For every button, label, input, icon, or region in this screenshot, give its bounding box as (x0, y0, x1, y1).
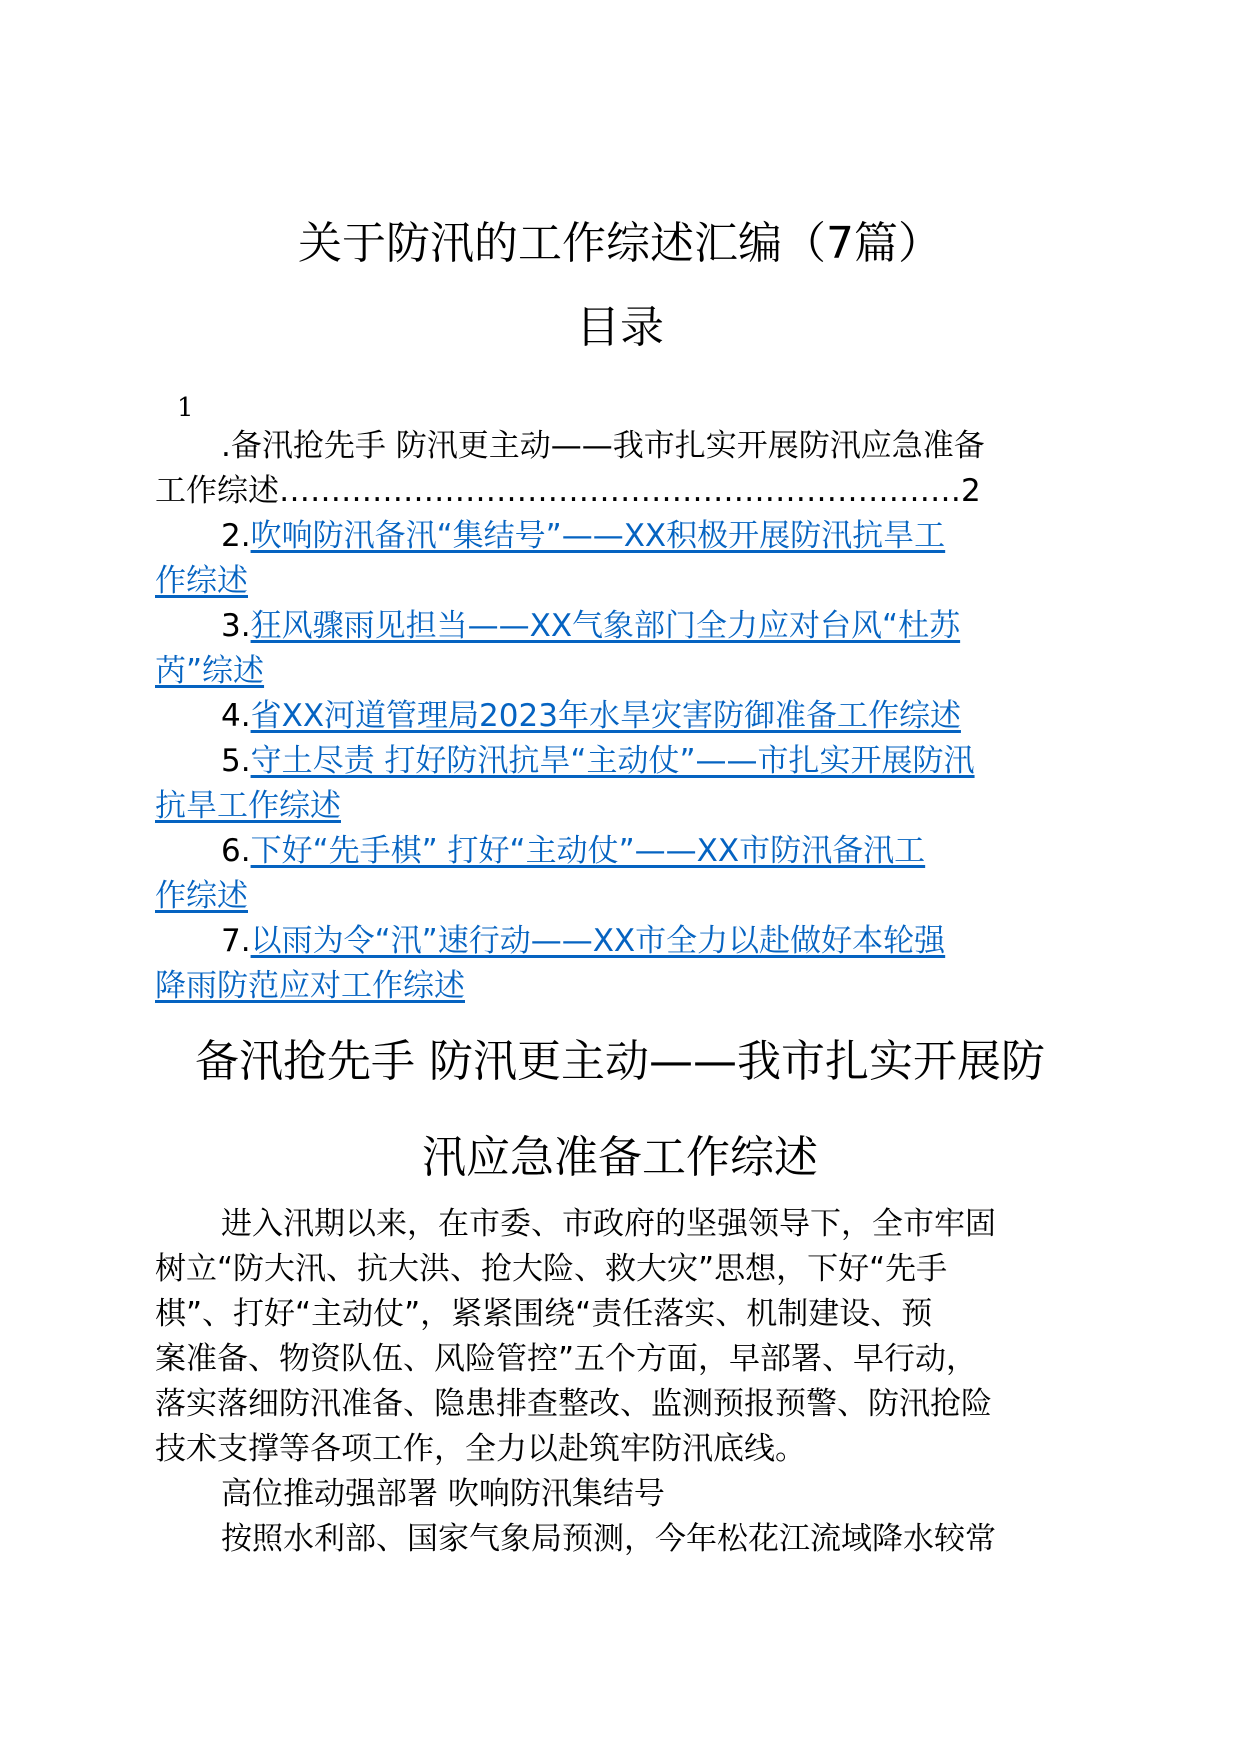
toc-entry-7-link[interactable]: 以雨为令“汛”速行动——XX市全力以赴做好本轮强 (250, 923, 946, 959)
toc-entry-3-link-cont[interactable]: 芮”综述 (155, 653, 265, 689)
toc-entry-2-number: 2. (221, 518, 251, 554)
article-subheading-1 (155, 1472, 1085, 1517)
subheading-1-text: 高位推动强部署 吹响防汛集结号 (221, 1476, 665, 1512)
toc-entry-1[interactable] (155, 424, 1085, 514)
toc-entry-1-line-2: 工作综述…………………………………………………………2 (155, 473, 981, 509)
toc-entry-2-link[interactable]: 吹响防汛备汛“集结号”——XX积极开展防汛抗旱工 (250, 518, 946, 554)
toc-entry-2[interactable] (155, 514, 1085, 604)
toc-entry-6-link[interactable]: 下好“先手棋” 打好“主动仗”——XX市防汛备汛工 (250, 833, 926, 869)
paragraph-1-line-6: 技术支撑等各项工作，全力以赴筑牢防汛底线。 (155, 1431, 806, 1467)
paragraph-1-line-5: 落实落细防汛准备、隐患排查整改、监测预报预警、防汛抢险 (155, 1386, 992, 1422)
article-title-line-1: 备汛抢先手 防汛更主动——我市扎实开展防 (195, 1036, 1045, 1087)
article-paragraph-2 (155, 1517, 1085, 1562)
toc-entry-4-number: 4. (221, 698, 251, 734)
toc-entry-5-number: 5. (221, 743, 251, 779)
toc-entry-4-link[interactable]: 省XX河道管理局2023年水旱灾害防御准备工作综述 (250, 698, 961, 734)
paragraph-1-line-2: 树立“防大汛、抗大洪、抢大险、救大灾”思想，下好“先手 (155, 1251, 948, 1287)
toc-entry-3-number: 3. (221, 608, 251, 644)
toc-entry-4[interactable] (155, 694, 1085, 739)
toc-entry-1-line-1: .备汛抢先手 防汛更主动——我市扎实开展防汛应急准备 (221, 428, 985, 464)
paragraph-1-line-1: 进入汛期以来，在市委、市政府的坚强领导下，全市牢固 (221, 1206, 996, 1242)
article-title-line-2: 汛应急准备工作综述 (422, 1132, 818, 1183)
article-paragraph-1 (155, 1202, 1085, 1472)
toc-entry-6-number: 6. (221, 833, 251, 869)
toc-entry-7-link-cont[interactable]: 降雨防范应对工作综述 (155, 968, 465, 1004)
paragraph-2-line-1: 按照水利部、国家气象局预测，今年松花江流域降水较常 (221, 1521, 996, 1557)
toc-entry-7-number: 7. (221, 923, 251, 959)
toc-heading: 目录 (576, 302, 664, 353)
toc-entry-3[interactable] (155, 604, 1085, 694)
document-title: 关于防汛的工作综述汇编（7篇） (298, 218, 942, 269)
toc-entry-5-link-cont[interactable]: 抗旱工作综述 (155, 788, 341, 824)
toc-entry-5-link[interactable]: 守土尽责 打好防汛抗旱“主动仗”——市扎实开展防汛 (250, 743, 975, 779)
toc-entry-5[interactable] (155, 739, 1085, 829)
paragraph-1-line-4: 案准备、物资队伍、风险管控”五个方面，早部署、早行动， (155, 1341, 978, 1377)
toc-first-number: 1 (177, 393, 194, 423)
toc-entry-7[interactable] (155, 919, 1085, 1009)
paragraph-1-line-3: 棋”、打好“主动仗”，紧紧围绕“责任落实、机制建设、预 (155, 1296, 933, 1332)
toc-entry-3-link[interactable]: 狂风骤雨见担当——XX气象部门全力应对台风“杜苏 (250, 608, 961, 644)
toc-entry-6[interactable] (155, 829, 1085, 919)
toc-entry-2-link-cont[interactable]: 作综述 (155, 563, 248, 599)
toc-entry-6-link-cont[interactable]: 作综述 (155, 878, 248, 914)
